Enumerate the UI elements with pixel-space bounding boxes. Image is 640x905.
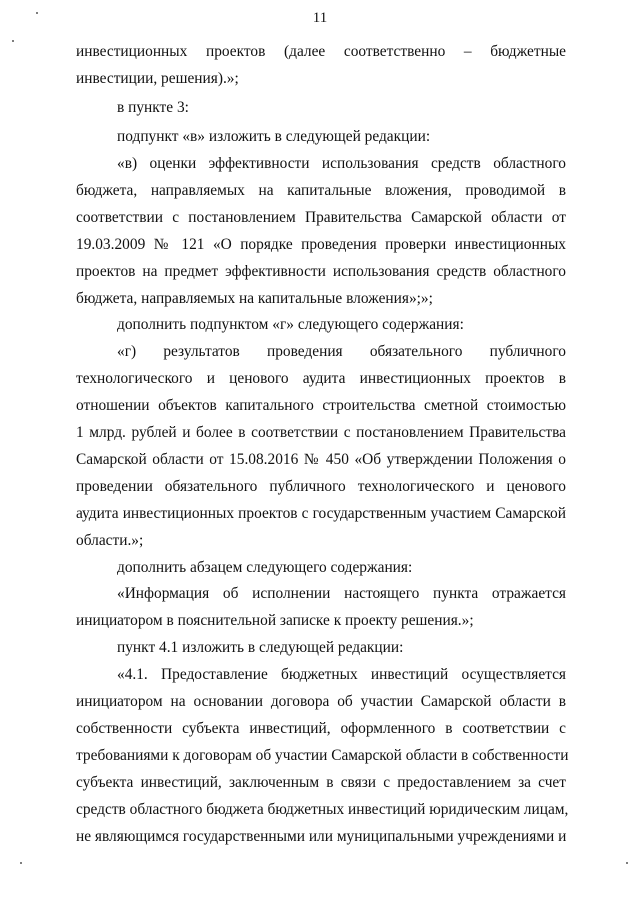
text-line: «Информация об исполнении настоящего пункта отражается xyxy=(117,585,566,602)
scan-speck xyxy=(36,12,38,14)
text-line: инвестиционных проектов (далее соответственно – бюджетные xyxy=(76,43,566,60)
text-line: инвестиции, решения).»; xyxy=(76,70,239,87)
text-line: области.»; xyxy=(76,532,144,549)
text-line: отношении объектов капитального строительства сметной стоимостью xyxy=(76,397,566,414)
text-line: в пункте 3: xyxy=(117,99,189,116)
text-line: «4.1. Предоставление бюджетных инвестиций осуществляется xyxy=(117,666,566,683)
text-line: пункт 4.1 изложить в следующей редакции: xyxy=(117,639,404,656)
text-line: технологического и ценового аудита инвестиционных проектов в xyxy=(76,370,566,387)
text-line: проектов на предмет эффективности использования средств областного xyxy=(76,263,566,280)
text-line: не являющимся государственными или муниципальными учреждениями и xyxy=(76,828,567,845)
text-line: инициатором на основании договора об участии Самарской области в xyxy=(76,693,566,710)
text-line: «г) результатов проведения обязательного публичного xyxy=(117,343,566,360)
scan-speck xyxy=(20,862,22,864)
text-line: проведении обязательного публичного технологического и ценового xyxy=(76,478,566,495)
text-line: подпункт «в» изложить в следующей редакции: xyxy=(117,128,431,145)
text-line: бюджета, направляемых на капитальные вложения, проводимой в xyxy=(76,182,566,199)
text-line: бюджета, направляемых на капитальные вложения»;»; xyxy=(76,290,433,307)
text-line: субъекта инвестиций, заключенным в связи с предоставлением за счет xyxy=(76,774,566,791)
text-line: дополнить абзацем следующего содержания: xyxy=(117,559,413,576)
text-line: собственности субъекта инвестиций, оформленного в соответствии с xyxy=(76,720,566,737)
text-line: Самарской области от 15.08.2016 № 450 «Об утверждении Положения о xyxy=(76,451,566,468)
text-line: аудита инвестиционных проектов с государственным участием Самарской xyxy=(76,505,566,522)
text-line: требованиями к договорам об участии Самарской области в собственности xyxy=(76,747,569,764)
page-number: 11 xyxy=(312,10,328,26)
text-line: 1 млрд. рублей и более в соответствии с постановлением Правительства xyxy=(76,424,566,441)
text-line: дополнить подпунктом «г» следующего содержания: xyxy=(117,316,464,333)
text-line: «в) оценки эффективности использования средств областного xyxy=(117,155,566,172)
scan-speck xyxy=(626,862,628,864)
text-line: инициатором в пояснительной записке к проекту решения.»; xyxy=(76,612,474,629)
text-line: 19.03.2009 № 121 «О порядке проведения проверки инвестиционных xyxy=(76,236,566,253)
scan-speck xyxy=(12,40,14,42)
text-line: соответствии с постановлением Правительства Самарской области от xyxy=(76,209,566,226)
text-line: средств областного бюджета бюджетных инвестиций юридическим лицам, xyxy=(76,801,569,818)
